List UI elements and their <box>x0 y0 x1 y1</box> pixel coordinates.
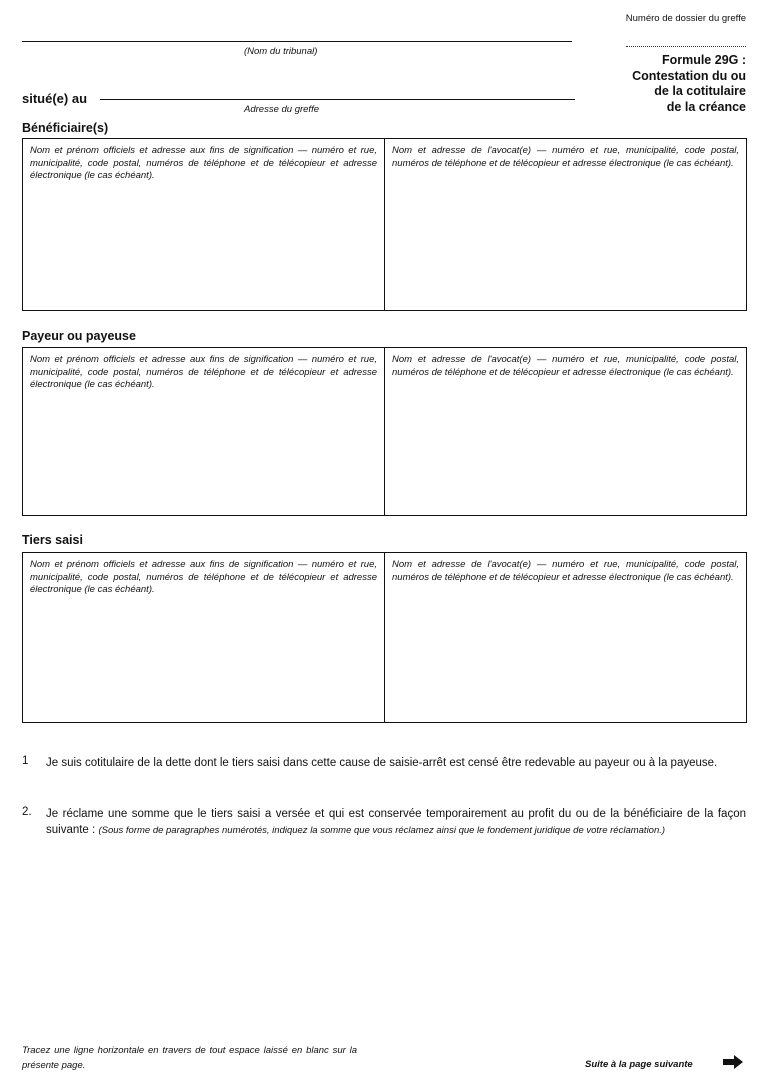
form-title-line3: de la cotitulaire <box>654 84 746 98</box>
section-box-beneficiaires <box>22 138 747 311</box>
court-name-caption: (Nom du tribunal) <box>244 46 318 57</box>
form-title <box>632 53 746 115</box>
court-name-line[interactable] <box>22 41 572 42</box>
section-title-beneficiaires: Bénéficiaire(s) <box>22 121 109 135</box>
beneficiary-info-field[interactable]: Nom et prénom officiels et adresse aux fins de signification — numéro et rue, municipalité, code postal, numéros de téléphone et de télécopieur et adresse électronique (le cas échéant). <box>23 139 385 310</box>
section-box-tiers-saisi <box>22 552 747 723</box>
form-title-line2: Contestation du ou <box>632 68 746 83</box>
file-number-label: Numéro de dossier du greffe <box>625 13 746 24</box>
paragraph-2-instruction: (Sous forme de paragraphes numérotés, indiquez la somme que vous réclamez ainsi que le fondement juridique de votre réclamation.) <box>98 825 666 836</box>
beneficiary-lawyer-field[interactable]: Nom et adresse de l'avocat(e) — numéro et rue, municipalité, code postal, numéros de téléphone et de télécopieur et adresse électronique (le cas échéant). <box>392 145 739 169</box>
garnishee-info-field[interactable]: Nom et prénom officiels et adresse aux fins de signification — numéro et rue, municipalité, code postal, numéros de téléphone et de télécopieur et adresse électronique (le cas échéant). <box>23 553 385 722</box>
paragraph-2 <box>46 806 746 839</box>
payer-lawyer-field[interactable]: Nom et adresse de l'avocat(e) — numéro et rue, municipalité, code postal, numéros de téléphone et de télécopieur et adresse électronique (le cas échéant). <box>392 354 739 378</box>
continue-label: Suite à la page suivante <box>585 1059 693 1070</box>
right-arrow-icon <box>722 1055 744 1074</box>
paragraph-2-text: Je réclame une somme que le tiers saisi a versée et qui est conservée temporairement au profit du ou de la bénéficiaire de la façon suivante : <box>46 808 746 836</box>
file-number-field[interactable] <box>626 46 746 47</box>
payer-info-field[interactable]: Nom et prénom officiels et adresse aux fins de signification — numéro et rue, municipalité, code postal, numéros de téléphone et de télécopieur et adresse électronique (le cas échéant). <box>23 348 385 515</box>
section-title-payeur: Payeur ou payeuse <box>22 329 136 343</box>
registry-address-line[interactable] <box>100 99 575 100</box>
paragraph-1-text: Je suis cotitulaire de la dette dont le tiers saisi dans cette cause de saisie-arrêt est censé être redevable au payeur ou à la payeuse. <box>46 757 718 769</box>
section-box-payeur <box>22 347 747 516</box>
claim-details-field[interactable] <box>46 860 746 1030</box>
form-title-line1: Formule 29G : <box>661 53 746 67</box>
garnishee-lawyer-field[interactable]: Nom et adresse de l'avocat(e) — numéro et rue, municipalité, code postal, numéros de téléphone et de télécopieur et adresse électronique (le cas échéant). <box>392 559 739 583</box>
paragraph-2-number: 2. <box>22 806 32 818</box>
paragraph-1-number: 1 <box>22 755 29 767</box>
section-title-tiers-saisi: Tiers saisi <box>22 533 83 547</box>
footer-note: Tracez une ligne horizontale en travers de tout espace laissé en blanc sur la présente page. <box>22 1045 357 1071</box>
situe-label: situé(e) au <box>22 91 88 106</box>
form-title-line4: de la créance <box>666 99 746 114</box>
registry-address-caption: Adresse du greffe <box>244 104 319 115</box>
